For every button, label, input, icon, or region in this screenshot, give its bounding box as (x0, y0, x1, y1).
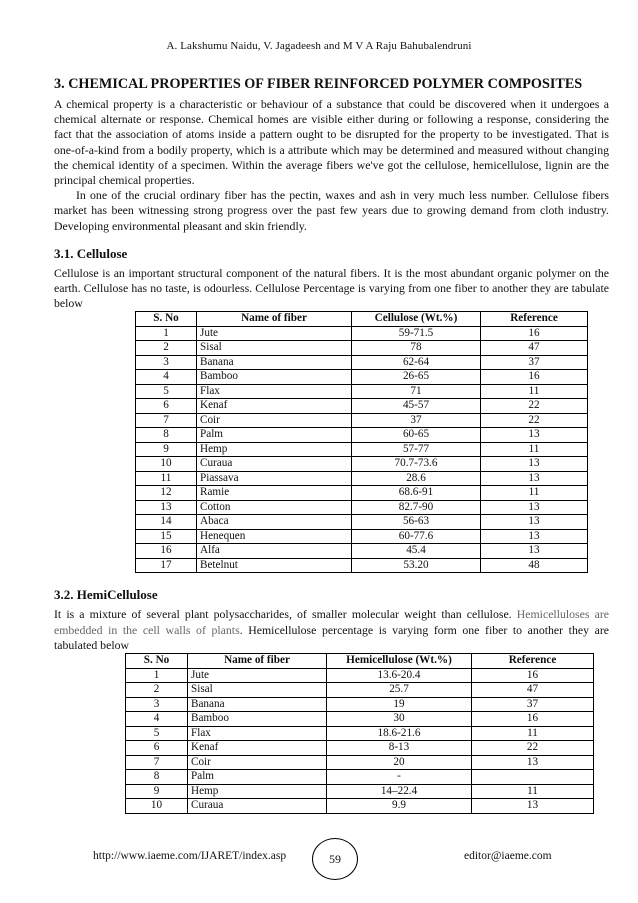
cell-value: 9.9 (327, 799, 472, 814)
cell-value: 45-57 (352, 399, 481, 414)
cell-fiber: Flax (197, 384, 352, 399)
main-content (54, 76, 609, 814)
cell-reference: 11 (481, 486, 588, 501)
column-header-sno: S. No (126, 654, 188, 669)
cell-reference: 11 (481, 442, 588, 457)
cellulose-table (135, 311, 588, 573)
cell-reference: 13 (472, 755, 594, 770)
table-row (136, 326, 588, 341)
column-header-reference: Reference (472, 654, 594, 669)
cell-value: 78 (352, 341, 481, 356)
cell-value: 59-71.5 (352, 326, 481, 341)
table-row (136, 341, 588, 356)
table-row (126, 755, 594, 770)
table-row (126, 770, 594, 785)
footer-url-link[interactable]: http://www.iaeme.com/IJARET/index.asp (93, 850, 287, 862)
cell-reference: 22 (472, 741, 594, 756)
cell-sno: 6 (126, 741, 188, 756)
cell-fiber: Betelnut (197, 558, 352, 573)
cell-sno: 3 (126, 697, 188, 712)
cell-sno: 4 (126, 712, 188, 727)
cell-value: 45.4 (352, 544, 481, 559)
cell-fiber: Coir (188, 755, 327, 770)
cell-sno: 4 (136, 370, 197, 385)
cell-fiber: Curaua (188, 799, 327, 814)
cell-value: 20 (327, 755, 472, 770)
cell-sno: 9 (136, 442, 197, 457)
cell-fiber: Cotton (197, 500, 352, 515)
cell-reference: 13 (481, 500, 588, 515)
cell-value: 37 (352, 413, 481, 428)
cell-value: 56-63 (352, 515, 481, 530)
cell-value: 19 (327, 697, 472, 712)
cell-sno: 5 (136, 384, 197, 399)
hemicellulose-table (125, 653, 594, 814)
highlighted-text: Hemicelluloses are embedded in the cell walls of plants (54, 607, 609, 637)
cell-sno: 9 (126, 784, 188, 799)
cell-sno: 1 (136, 326, 197, 341)
column-header-reference: Reference (481, 312, 588, 327)
cell-fiber: Sisal (188, 683, 327, 698)
cell-value: 53.20 (352, 558, 481, 573)
cell-sno: 10 (136, 457, 197, 472)
footer-email-link[interactable]: editor@iaeme.com (464, 850, 552, 862)
cell-fiber: Bamboo (197, 370, 352, 385)
cell-value: 26-65 (352, 370, 481, 385)
cell-sno: 7 (126, 755, 188, 770)
cell-fiber: Henequen (197, 529, 352, 544)
cell-reference: 47 (472, 683, 594, 698)
cell-value: 70.7-73.6 (352, 457, 481, 472)
table-row (126, 799, 594, 814)
table-row (126, 697, 594, 712)
section-3-1-paragraph: Cellulose is an important structural component of the natural fibers. It is the most abundant organic polymer on the earth. Cellulose has no taste, is odourless. Cellulose Percentage is varying from one fiber to another they are tabulate below (54, 265, 609, 311)
cell-value: - (327, 770, 472, 785)
column-header-hemicellulose: Hemicellulose (Wt.%) (327, 654, 472, 669)
cell-value: 25.7 (327, 683, 472, 698)
cell-sno: 14 (136, 515, 197, 530)
cell-reference: 13 (472, 799, 594, 814)
section-3-2-heading: 3.2. HemiCellulose (54, 587, 158, 603)
table-row (136, 486, 588, 501)
section-3-1-heading: 3.1. Cellulose (54, 245, 128, 261)
cell-fiber: Jute (197, 326, 352, 341)
table-row (136, 428, 588, 443)
cell-fiber: Banana (197, 355, 352, 370)
cell-value: 71 (352, 384, 481, 399)
section-3-heading: 3. CHEMICAL PROPERTIES OF FIBER REINFORCED POLYMER COMPOSITES (54, 76, 583, 92)
section-3-paragraph-1: A chemical property is a characteristic or behaviour of a substance that could be discovered when it undergoes a chemical alternate or response. Chemical homes are visible either during or following a response, considering the fact that the association of atoms inside a pattern ought to be disrupted for the property to be investigated. That is one-of-a-kind from a bodily property, which is a attribute which may be determined and measured without changing the chemical identity of a specimen. Within the average fibers we've got the cellulose, hemicellulose, lignin are the principal chemical properties. (54, 97, 609, 188)
table-row (126, 683, 594, 698)
cell-reference: 13 (481, 428, 588, 443)
cell-fiber: Curaua (197, 457, 352, 472)
cell-fiber: Kenaf (188, 741, 327, 756)
page-number: 59 (312, 838, 358, 880)
cell-sno: 17 (136, 558, 197, 573)
cell-reference: 48 (481, 558, 588, 573)
cell-reference: 22 (481, 413, 588, 428)
table-row (136, 370, 588, 385)
cell-fiber: Hemp (197, 442, 352, 457)
cell-fiber: Hemp (188, 784, 327, 799)
cell-fiber: Coir (197, 413, 352, 428)
cell-reference: 11 (472, 726, 594, 741)
cell-value: 30 (327, 712, 472, 727)
table-row (136, 515, 588, 530)
table-row (136, 384, 588, 399)
cell-reference: 37 (481, 355, 588, 370)
cell-value: 28.6 (352, 471, 481, 486)
table-row (126, 712, 594, 727)
cell-sno: 12 (136, 486, 197, 501)
paragraph-text: It is a mixture of several plant polysaccharides, of smaller molecular weight than cellulose. (54, 607, 517, 622)
cell-sno: 3 (136, 355, 197, 370)
cell-fiber: Flax (188, 726, 327, 741)
column-header-fiber: Name of fiber (197, 312, 352, 327)
table-row (136, 500, 588, 515)
cell-reference: 16 (481, 326, 588, 341)
cell-fiber: Bamboo (188, 712, 327, 727)
cell-value: 8-13 (327, 741, 472, 756)
column-header-fiber: Name of fiber (188, 654, 327, 669)
table-row (136, 355, 588, 370)
cell-fiber: Banana (188, 697, 327, 712)
table-row (126, 668, 594, 683)
cell-reference: 16 (481, 370, 588, 385)
cell-value: 18.6-21.6 (327, 726, 472, 741)
table-header-row (136, 312, 588, 327)
cell-reference: 16 (472, 712, 594, 727)
cell-sno: 8 (126, 770, 188, 785)
paragraph-text: . Hemicellulose percentage is varying form one fiber to another they are tabulated below (54, 622, 609, 652)
cell-sno: 2 (126, 683, 188, 698)
cell-reference: 13 (481, 544, 588, 559)
cell-reference: 13 (481, 529, 588, 544)
cell-sno: 7 (136, 413, 197, 428)
hemicellulose-table-body (126, 668, 594, 813)
cell-fiber: Kenaf (197, 399, 352, 414)
cell-value: 13.6-20.4 (327, 668, 472, 683)
cell-reference: 11 (481, 384, 588, 399)
cell-value: 82.7-90 (352, 500, 481, 515)
cellulose-table-body (136, 326, 588, 573)
cell-sno: 15 (136, 529, 197, 544)
section-3-2-paragraph (54, 607, 609, 653)
cell-reference: 13 (481, 457, 588, 472)
cell-sno: 2 (136, 341, 197, 356)
table-row (136, 471, 588, 486)
cell-value: 57-77 (352, 442, 481, 457)
table-row (126, 741, 594, 756)
cell-sno: 13 (136, 500, 197, 515)
cell-sno: 8 (136, 428, 197, 443)
table-row (136, 413, 588, 428)
cell-reference: 22 (481, 399, 588, 414)
cell-reference (472, 770, 594, 785)
table-row (136, 399, 588, 414)
column-header-sno: S. No (136, 312, 197, 327)
cell-value: 60-65 (352, 428, 481, 443)
table-row (126, 726, 594, 741)
cell-fiber: Abaca (197, 515, 352, 530)
cell-sno: 6 (136, 399, 197, 414)
cell-value: 62-64 (352, 355, 481, 370)
cell-value: 60-77.6 (352, 529, 481, 544)
cell-reference: 13 (481, 515, 588, 530)
cell-sno: 16 (136, 544, 197, 559)
cell-fiber: Palm (188, 770, 327, 785)
cell-reference: 16 (472, 668, 594, 683)
cell-fiber: Jute (188, 668, 327, 683)
table-row (136, 457, 588, 472)
table-row (126, 784, 594, 799)
cell-value: 68.6-91 (352, 486, 481, 501)
section-3-paragraph-2: In one of the crucial ordinary fiber has the pectin, waxes and ash in very much less number. Cellulose fibers market has been witnessing strong progress over the past few years due to growing demand from cloth industry. Developing environmental pleasant and skin friendly. (54, 188, 609, 233)
table-row (136, 442, 588, 457)
table-row (136, 558, 588, 573)
cell-reference: 11 (472, 784, 594, 799)
table-row (136, 544, 588, 559)
cell-fiber: Piassava (197, 471, 352, 486)
cell-fiber: Sisal (197, 341, 352, 356)
running-header: A. Lakshumu Naidu, V. Jagadeesh and M V A Raju Bahubalendruni (166, 40, 472, 52)
cell-sno: 1 (126, 668, 188, 683)
cell-fiber: Alfa (197, 544, 352, 559)
cell-sno: 11 (136, 471, 197, 486)
table-header-row (126, 654, 594, 669)
cell-reference: 47 (481, 341, 588, 356)
cell-sno: 5 (126, 726, 188, 741)
cell-sno: 10 (126, 799, 188, 814)
cell-fiber: Palm (197, 428, 352, 443)
cell-reference: 37 (472, 697, 594, 712)
column-header-cellulose: Cellulose (Wt.%) (352, 312, 481, 327)
cell-reference: 13 (481, 471, 588, 486)
table-row (136, 529, 588, 544)
cell-fiber: Ramie (197, 486, 352, 501)
cell-value: 14–22.4 (327, 784, 472, 799)
